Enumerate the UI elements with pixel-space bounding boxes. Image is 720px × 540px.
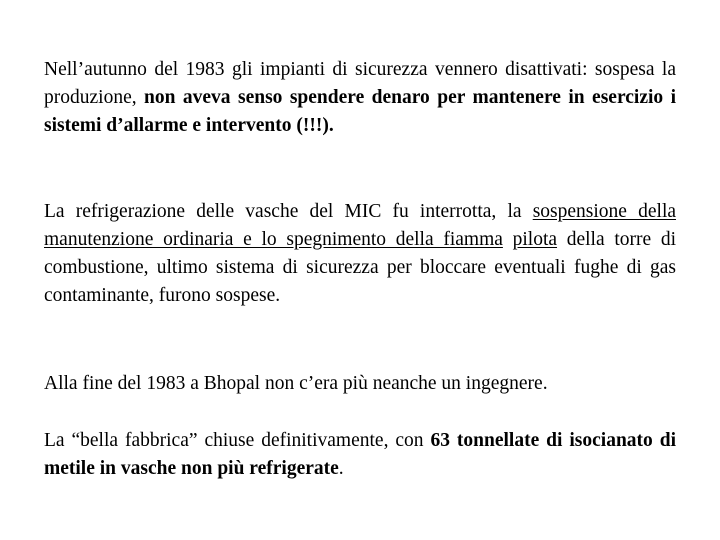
paragraph-factory-closure xyxy=(44,427,676,483)
paragraph-2-underlined-text: sospensione della manutenzione ordinaria e lo spegnimento della fiamma xyxy=(44,201,677,250)
paragraph-2-underlined-word: pilota xyxy=(512,229,558,250)
paragraph-engineer xyxy=(44,370,676,398)
paragraph-safety-systems xyxy=(44,56,676,140)
paragraph-2-space xyxy=(503,229,513,250)
paragraph-1-bold-text: non aveva senso spendere denaro per mantenere in esercizio i sistemi d’allarme e intervento (!!!). xyxy=(44,87,676,136)
paragraph-refrigeration xyxy=(44,198,676,310)
paragraph-3-text: Alla fine del 1983 a Bhopal non c’era più neanche un ingegnere. xyxy=(44,373,548,394)
paragraph-2-text-end: della torre di combustione, ultimo sistema di sicurezza per bloccare eventuali fughe di gas contaminante, furono sospese. xyxy=(44,229,677,306)
paragraph-1-text: Nell’autunno del 1983 gli impianti di sicurezza vennero disattivati: sospesa la produzione, xyxy=(44,59,676,108)
paragraph-4-text-end: . xyxy=(338,458,344,479)
paragraph-2-text-start: La refrigerazione delle vasche del MIC fu interrotta, la xyxy=(44,201,533,222)
paragraph-4-text: La “bella fabbrica” chiuse definitivamente, con xyxy=(44,430,431,451)
paragraph-4-bold-text: 63 tonnellate di isocianato di metile in vasche non più refrigerate xyxy=(44,430,676,479)
